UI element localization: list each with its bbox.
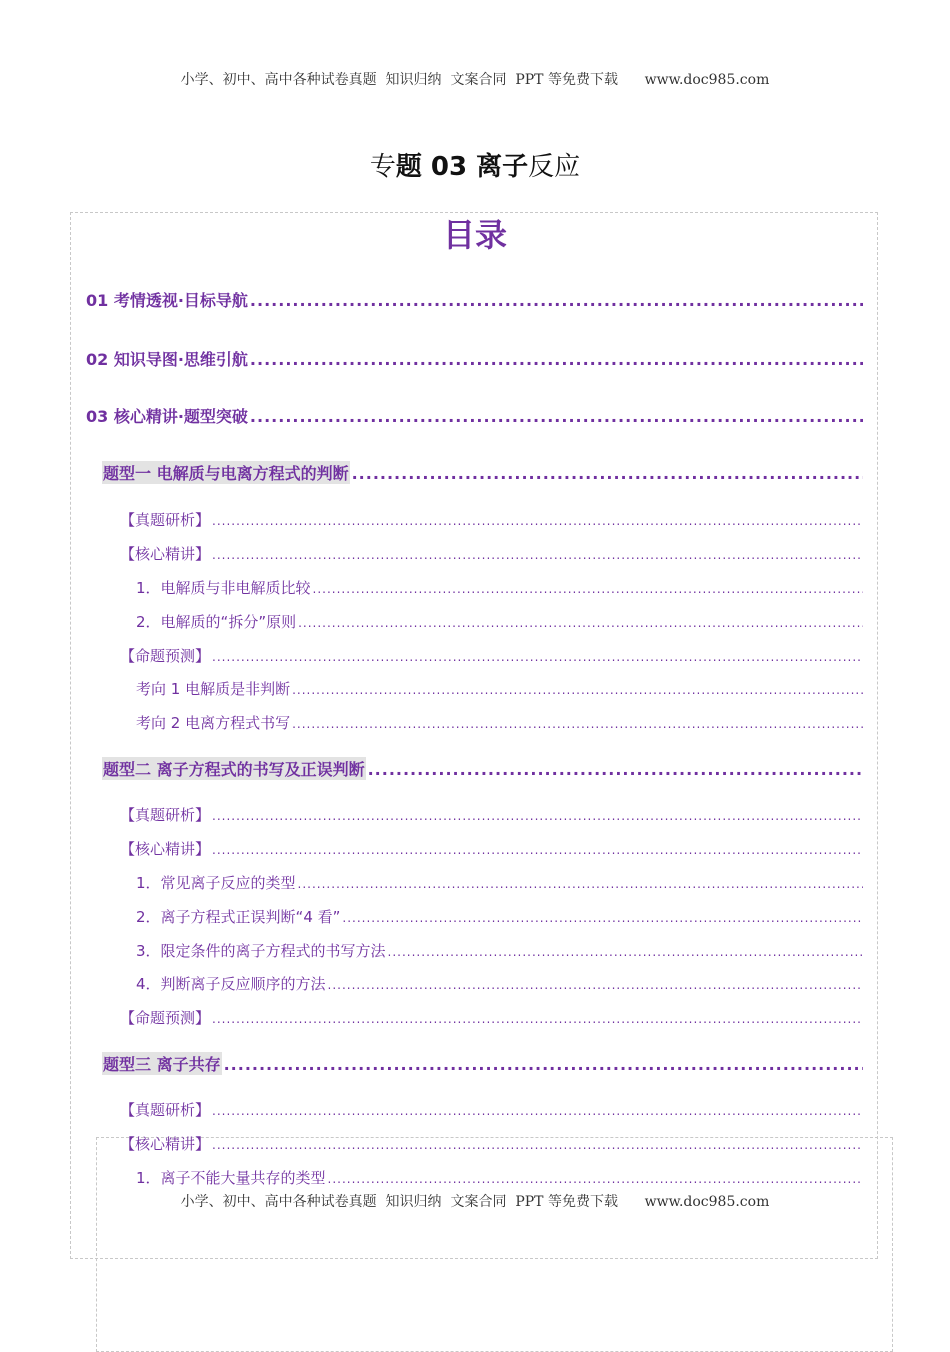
toc-entry-point[interactable]: 考向 2 电离方程式书写 .....	[136, 712, 863, 733]
page-footer: 小学、初中、高中各种试卷真题 知识归纳 文案合同 PPT 等免费下载 www.doc985.com	[180, 1194, 770, 1210]
toc-entry-point[interactable]: 4．判断离子反应顺序的方法 .....	[136, 973, 863, 994]
title-part-1: 专	[369, 152, 396, 182]
toc-entry-subsection[interactable]: 【真题研析】 .....	[120, 509, 863, 530]
toc-entry-subsection[interactable]: 【核心精讲】 .....	[120, 838, 863, 859]
toc-entry-point[interactable]: 1．离子不能大量共存的类型 .....	[136, 1167, 863, 1188]
toc-entry-subsection[interactable]: 【核心精讲】 .....	[120, 543, 863, 564]
toc-entry-topic[interactable]: 题型三 离子共存 .....	[102, 1052, 863, 1075]
toc-entry-subsection[interactable]: 【真题研析】 .....	[120, 804, 863, 825]
document-title	[0, 146, 950, 183]
title-part-3: 反应	[528, 152, 581, 182]
toc-entry-section[interactable]: 02 知识导图·思维引航 .....	[86, 347, 863, 370]
toc-entry-point[interactable]: 2．电解质的“拆分”原则 .....	[136, 611, 863, 632]
title-part-2: 题 03 离子	[395, 152, 529, 182]
toc-entry-section[interactable]: 03 核心精讲·题型突破 .....	[86, 404, 863, 427]
toc-entry-subsection[interactable]: 【命题预测】 .....	[120, 1007, 863, 1028]
page-header: 小学、初中、高中各种试卷真题 知识归纳 文案合同 PPT 等免费下载 www.doc985.com	[180, 72, 770, 88]
toc-entry-topic[interactable]: 题型一 电解质与电离方程式的判断 .....	[102, 461, 863, 484]
toc-entry-point[interactable]: 1．常见离子反应的类型 .....	[136, 872, 863, 893]
toc-entry-section[interactable]: 01 考情透视·目标导航 .....	[86, 288, 863, 311]
toc-entry-topic[interactable]: 题型二 离子方程式的书写及正误判断 .....	[102, 757, 863, 780]
toc-entry-subsection[interactable]: 【核心精讲】 .....	[120, 1133, 863, 1154]
toc-heading: 目录	[442, 216, 507, 254]
toc-entry-point[interactable]: 3．限定条件的离子方程式的书写方法 .....	[136, 940, 863, 961]
toc-entry-subsection[interactable]: 【真题研析】 .....	[120, 1099, 863, 1120]
toc-entry-point[interactable]: 2．离子方程式正误判断“4 看” .....	[136, 906, 863, 927]
toc-entry-point[interactable]: 考向 1 电解质是非判断 .....	[136, 678, 863, 699]
toc-entry-subsection[interactable]: 【命题预测】 .....	[120, 645, 863, 666]
toc-entry-point[interactable]: 1．电解质与非电解质比较 .....	[136, 577, 863, 598]
